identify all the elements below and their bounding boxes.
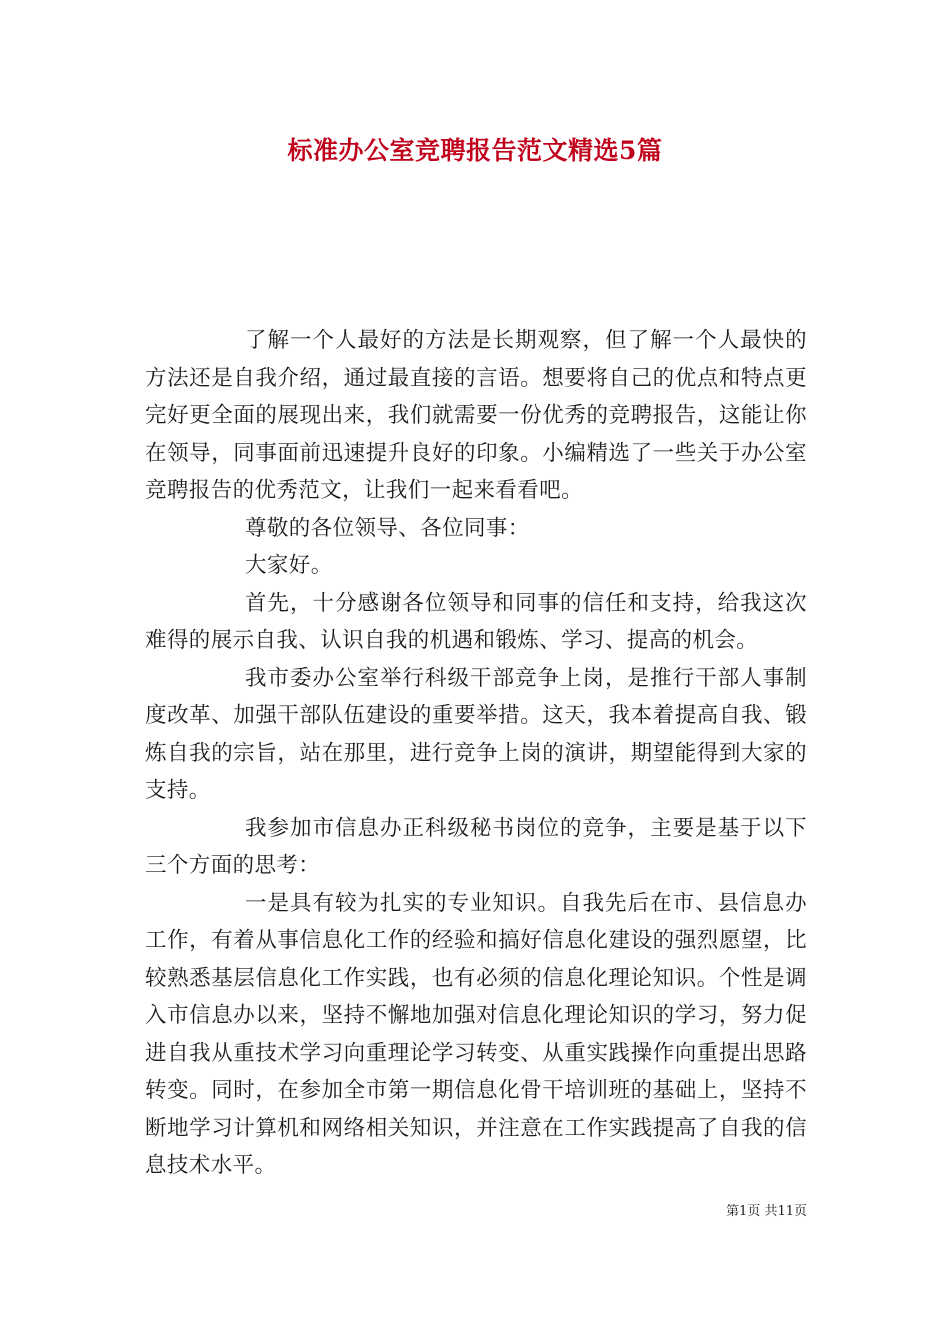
page-number-footer: 第1页 共11页 xyxy=(726,1204,807,1219)
thanks-paragraph: 首先，十分感谢各位领导和同事的信任和支持，给我这次难得的展示自我、认识自我的机遇和锻炼、学习、提高的机会。 xyxy=(145,590,807,653)
intro-paragraph: 了解一个人最好的方法是长期观察，但了解一个人最快的方法还是自我介绍，通过最直接的言语。想要将自己的优点和特点更完好更全面的展现出来，我们就需要一份优秀的竞聘报告，这能让你在领导，同事面前迅速提升良好的印象。小编精选了一些关于办公室竞聘报告的优秀范文，让我们一起来看看吧。 xyxy=(145,328,807,503)
greeting-paragraph: 大家好。 xyxy=(245,553,333,578)
context-paragraph: 我市委办公室举行科级干部竞争上岗，是推行干部人事制度改革、加强干部队伍建设的重要举措。这天，我本着提高自我、锻炼自我的宗旨，站在那里，进行竞争上岗的演讲，期望能得到大家的支持。 xyxy=(145,665,807,803)
document-body xyxy=(145,322,807,1185)
position-paragraph: 我参加市信息办正科级秘书岗位的竞争，主要是基于以下三个方面的思考： xyxy=(145,815,807,878)
salutation-paragraph: 尊敬的各位领导、各位同事： xyxy=(245,515,530,541)
point-one-paragraph: 一是具有较为扎实的专业知识。自我先后在市、县信息办工作，有着从事信息化工作的经验和搞好信息化建设的强烈愿望，比较熟悉基层信息化工作实践，也有必须的信息化理论知识。个性是调入市信息办以来，坚持不懈地加强对信息化理论知识的学习，努力促进自我从重技术学习向重理论学习转变、从重实践操作向重提出思路转变。同时，在参加全市第一期信息化骨干培训班的基础上，坚持不断地学习计算机和网络相关知识，并注意在工作实践提高了自我的信息技术水平。 xyxy=(145,890,807,1178)
document-title: 标准办公室竞聘报告范文精选5篇 xyxy=(287,136,663,165)
